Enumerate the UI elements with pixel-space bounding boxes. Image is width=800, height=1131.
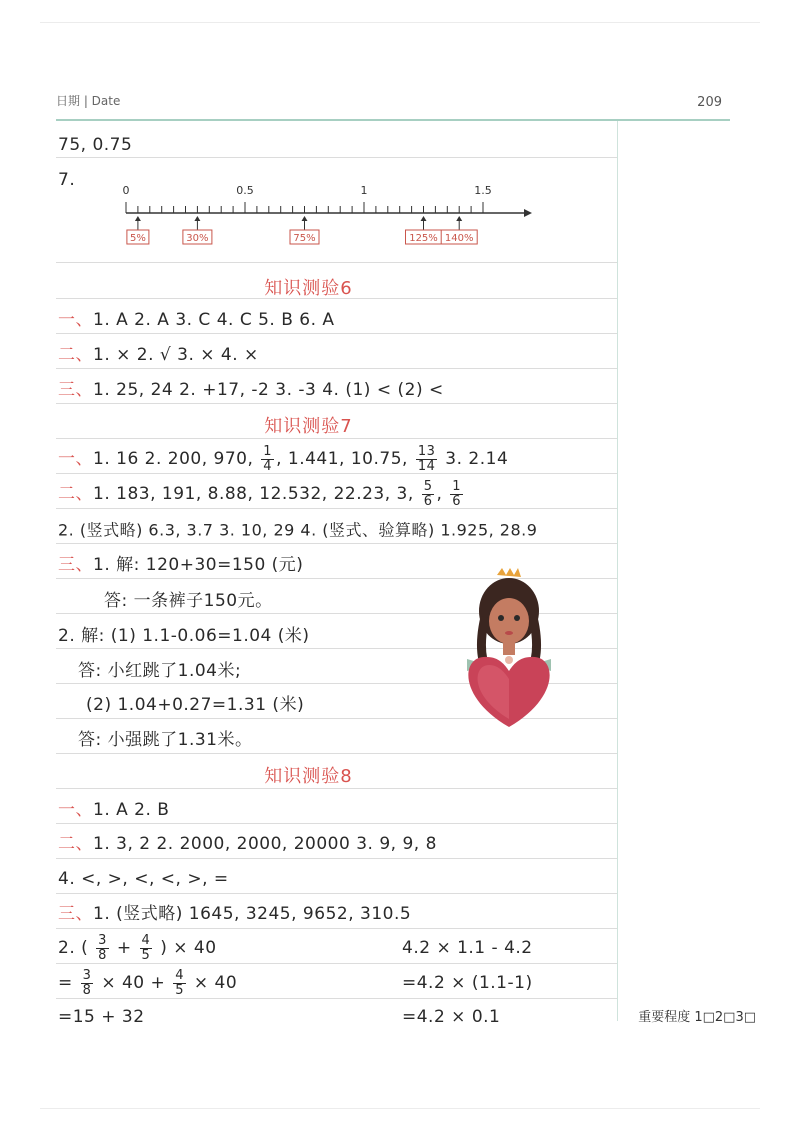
test7-part2 [58, 479, 614, 509]
test8-part3 [58, 899, 614, 929]
denominator: 5 [175, 982, 184, 998]
test7-answer1 [104, 586, 464, 616]
answer-text: =15 + 32 [58, 1007, 145, 1027]
test6-part3 [58, 375, 614, 405]
test7-part1 [58, 444, 614, 474]
answer-text: , 1.441, 10.75, [276, 449, 408, 469]
part-prefix: 一、 [58, 800, 93, 820]
date-label: 日期 | Date [56, 94, 121, 108]
page-number: 209 [697, 95, 722, 110]
girl-illustration [455, 567, 565, 737]
numerator: 3 [82, 967, 92, 983]
equals-sign: = [58, 973, 73, 993]
part-prefix: 三、 [58, 555, 93, 575]
numerator: 4 [175, 967, 184, 983]
fraction [261, 445, 274, 474]
fraction [140, 934, 153, 963]
answer-text: 1. × 2. √ 3. × 4. × [93, 345, 259, 365]
test8-part2 [58, 829, 614, 859]
header-rule [56, 119, 730, 121]
arrow-up-icon [135, 216, 141, 221]
axis-arrow-icon [524, 209, 532, 217]
part-prefix: 二、 [58, 484, 93, 504]
q7-number: 7. [58, 170, 76, 190]
test6-part1 [58, 305, 614, 335]
numerator: 5 [423, 478, 433, 494]
section-title-test6: 知识测验6 [264, 278, 353, 299]
percent-label: 125% [409, 233, 438, 244]
numerator: 3 [98, 932, 107, 948]
fraction [416, 445, 438, 474]
denominator: 6 [423, 493, 433, 509]
answer-text: 1. 解: 120+30=150 (元) [93, 555, 304, 575]
answer-text: 1. (竖式略) 1645, 3245, 9652, 310.5 [93, 904, 412, 924]
fraction [422, 480, 435, 509]
percent-label: 5% [129, 233, 146, 244]
ruled-line [56, 438, 617, 439]
percent-label: 75% [293, 233, 316, 244]
answer-text: 3. 2.14 [445, 449, 509, 469]
answer-text: 4. <, >, <, <, >, = [58, 869, 229, 889]
answer-text: 答: 小红跳了1.04米; [78, 661, 242, 681]
page-bottom-line [40, 1108, 760, 1109]
margin-rule [617, 121, 618, 1021]
answer-text: ) × 40 [160, 938, 217, 958]
part-prefix: 二、 [58, 345, 93, 365]
answer-text: 2. ( [58, 938, 89, 958]
answer-text: 2. 解: (1) 1.1-0.06=1.04 (米) [58, 626, 310, 646]
part-prefix: 二、 [58, 834, 93, 854]
answer-text: 1. 25, 24 2. +17, -2 3. -3 4. (1) < (2) < [93, 380, 444, 400]
separator: , [436, 484, 443, 504]
test7-answer3 [78, 725, 448, 755]
answer-text: 1. 3, 2 2. 2000, 2000, 20000 3. 9, 9, 8 [93, 834, 437, 854]
numerator: 1 [452, 478, 462, 494]
fraction [173, 969, 186, 998]
answer-line [58, 130, 614, 160]
test7-line3 [58, 515, 614, 545]
denominator: 4 [263, 458, 273, 474]
denominator: 5 [141, 947, 151, 963]
part-prefix: 一、 [58, 449, 93, 469]
numerator: 4 [141, 932, 151, 948]
denominator: 14 [417, 458, 436, 474]
answer-text-right: 4.2 × 1.1 - 4.2 [402, 938, 533, 958]
answer-text: 答: 一条裤子150元。 [104, 591, 273, 611]
test7-answer2 [78, 656, 448, 686]
part-prefix: 一、 [58, 310, 93, 330]
answer-text: 75, 0.75 [58, 135, 133, 155]
percent-label: 30% [186, 233, 209, 244]
ruled-line [56, 963, 617, 964]
answer-text-right: =4.2 × (1.1-1) [402, 973, 533, 993]
test8-calc3 [58, 1002, 614, 1032]
percent-label: 140% [444, 233, 474, 244]
test7-solution2 [58, 621, 458, 651]
answer-text: 2. (竖式略) 6.3, 3.7 3. 10, 29 4. (竖式、验算略) 1.925, 28.9 [58, 520, 538, 540]
section-title-test7: 知识测验7 [264, 416, 353, 437]
ruled-line [56, 262, 617, 263]
denominator: 8 [98, 947, 107, 963]
test8-calc2 [58, 968, 614, 998]
answer-text: 1. 16 2. 200, 970, [93, 449, 254, 469]
number-line-diagram [112, 180, 532, 250]
test8-calc1 [58, 933, 614, 963]
ruled-line [56, 788, 617, 789]
section-title-test8: 知识测验8 [264, 766, 353, 787]
arrow-up-icon [456, 216, 462, 221]
plus-sign: + [116, 938, 132, 958]
arrow-up-icon [194, 216, 200, 221]
fraction [81, 969, 94, 998]
answer-text: 1. A 2. A 3. C 4. C 5. B 6. A [93, 310, 335, 330]
number-line-tick-label: 1.5 [474, 184, 492, 197]
test8-line3 [58, 864, 614, 894]
importance-rating: 重要程度 1□2□3□ [638, 1010, 756, 1025]
answer-text: 1. A 2. B [93, 800, 170, 820]
answer-text: (2) 1.04+0.27=1.31 (米) [86, 695, 305, 715]
answer-text: × 40 [193, 973, 238, 993]
number-line-tick-label: 0.5 [236, 184, 254, 197]
answer-text-right: =4.2 × 0.1 [402, 1007, 501, 1027]
test6-part2 [58, 340, 614, 370]
arrow-up-icon [302, 216, 308, 221]
fraction [450, 480, 463, 509]
answer-text: 答: 小强跳了1.31米。 [78, 730, 253, 750]
number-line-tick-label: 1 [360, 184, 368, 197]
fraction [96, 934, 109, 963]
number-line-tick-label: 0 [122, 184, 130, 197]
denominator: 6 [452, 493, 462, 509]
numerator: 1 [263, 443, 273, 459]
answer-text: 1. 183, 191, 8.88, 12.532, 22.23, 3, [93, 484, 414, 504]
denominator: 8 [82, 982, 92, 998]
ruled-line [56, 998, 617, 999]
answer-text: × 40 + [101, 973, 166, 993]
q7-label [58, 165, 98, 195]
part-prefix: 三、 [58, 904, 93, 924]
test7-solution2b [86, 690, 446, 720]
test8-part1 [58, 795, 614, 825]
part-prefix: 三、 [58, 380, 93, 400]
arrow-up-icon [421, 216, 427, 221]
numerator: 13 [417, 443, 436, 459]
page-top-line [40, 22, 760, 23]
